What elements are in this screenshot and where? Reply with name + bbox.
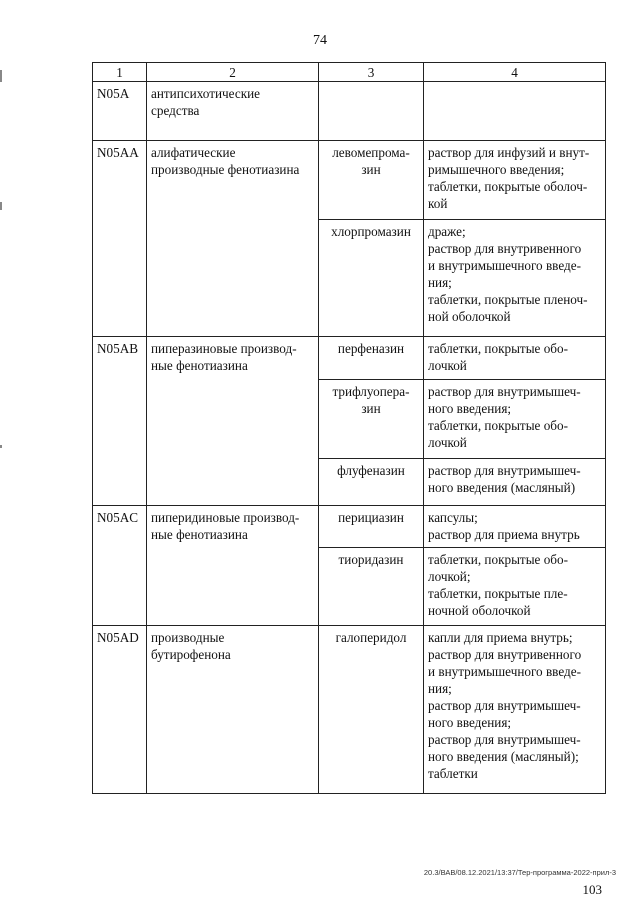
dosage-forms — [424, 82, 606, 141]
drug-name: перфеназин — [319, 337, 424, 380]
column-header: 1 — [93, 63, 147, 82]
dosage-forms: капли для приема внутрь; раствор для внутривенного и внутримышечного введе- ния; раствор для внутримышеч- ного введения; раствор для внутримышеч- ного введения (масляный); таблетки — [424, 626, 606, 794]
atc-code: N05AB — [93, 337, 147, 506]
page-number: 74 — [313, 33, 327, 48]
drug-table — [92, 62, 606, 794]
drug-name — [319, 82, 424, 141]
table-row — [93, 506, 606, 548]
atc-group-name: алифатические производные фенотиазина — [147, 141, 319, 337]
scan-edge-mark — [0, 202, 2, 210]
document-code: 20.3/ВАВ/08.12.2021/13:37/Тер-программа-2022-прил-3 — [423, 868, 616, 877]
atc-group-name: пиперидиновые производ- ные фенотиазина — [147, 506, 319, 626]
dosage-forms: таблетки, покрытые обо- лочкой; таблетки, покрытые пле- ночной оболочкой — [424, 548, 606, 626]
atc-code: N05AA — [93, 141, 147, 337]
atc-group-name: производные бутирофенона — [147, 626, 319, 794]
table-header-row — [93, 63, 606, 82]
drug-name: хлорпромазин — [319, 220, 424, 337]
drug-name: тиоридазин — [319, 548, 424, 626]
dosage-forms: драже; раствор для внутривенного и внутримышечного введе- ния; таблетки, покрытые пленоч- ной оболочкой — [424, 220, 606, 337]
drug-name: трифлуопера- зин — [319, 380, 424, 459]
table-row — [93, 82, 606, 141]
sheet-number: 103 — [582, 882, 602, 897]
scan-edge-mark — [0, 70, 2, 82]
drug-name: левомепрома- зин — [319, 141, 424, 220]
drug-name: перициазин — [319, 506, 424, 548]
dosage-forms: раствор для инфузий и внут- римышечного введения; таблетки, покрытые оболоч- кой — [424, 141, 606, 220]
column-header: 2 — [147, 63, 319, 82]
dosage-forms: таблетки, покрытые обо- лочкой — [424, 337, 606, 380]
atc-code: N05AC — [93, 506, 147, 626]
dosage-forms: капсулы; раствор для приема внутрь — [424, 506, 606, 548]
atc-code: N05A — [93, 82, 147, 141]
atc-group-name: антипсихотические средства — [147, 82, 319, 141]
column-header: 3 — [319, 63, 424, 82]
column-header: 4 — [424, 63, 606, 82]
table-row — [93, 141, 606, 220]
scan-edge-mark — [0, 445, 2, 448]
table-row — [93, 337, 606, 380]
drug-name: флуфеназин — [319, 459, 424, 506]
atc-code: N05AD — [93, 626, 147, 794]
dosage-forms: раствор для внутримышеч- ного введения (масляный) — [424, 459, 606, 506]
table-row — [93, 626, 606, 794]
drug-name: галоперидол — [319, 626, 424, 794]
dosage-forms: раствор для внутримышеч- ного введения; таблетки, покрытые обо- лочкой — [424, 380, 606, 459]
atc-group-name: пиперазиновые производ- ные фенотиазина — [147, 337, 319, 506]
